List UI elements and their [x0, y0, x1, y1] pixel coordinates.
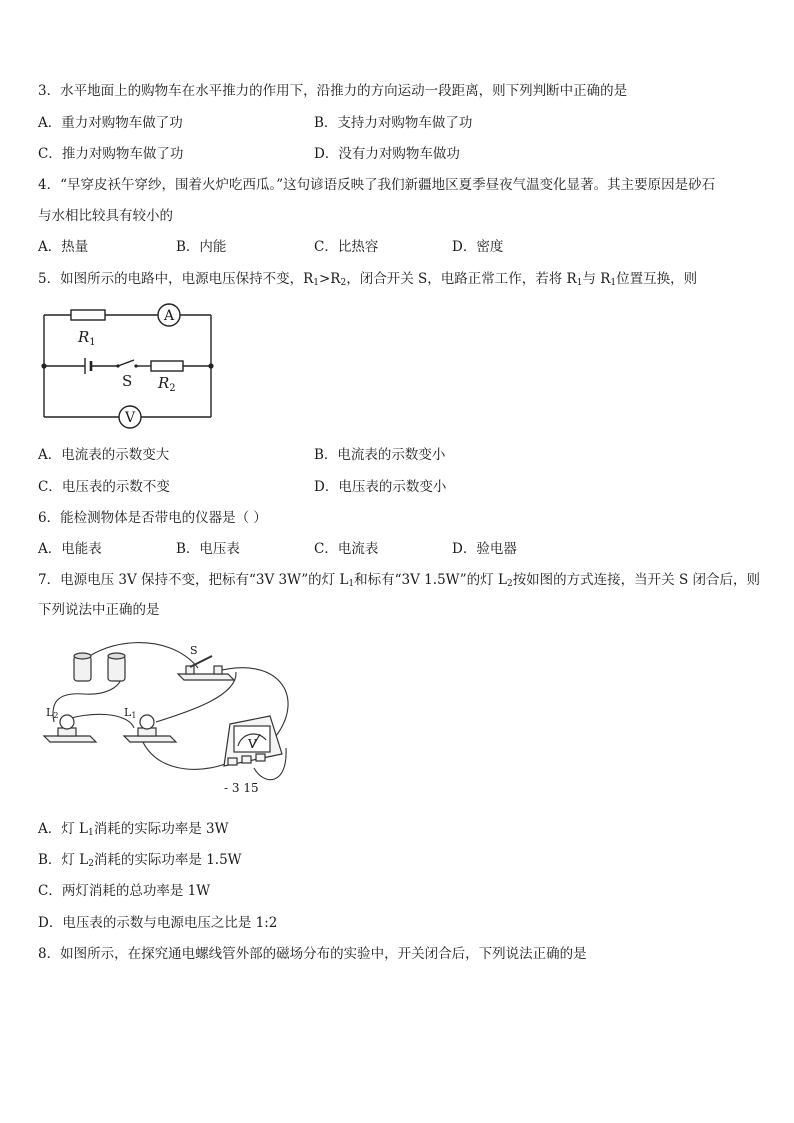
q5-option-c: C．电压表的示数不变 — [38, 479, 170, 495]
q6-option-a: A．电能表 — [38, 541, 102, 557]
q5-option-b: B．电流表的示数变小 — [314, 447, 446, 463]
l2-label: L2 — [46, 706, 59, 720]
q6-option-d: D．验电器 — [452, 541, 517, 557]
voltmeter-terminals: - 3 15 — [224, 781, 259, 795]
l1-label: L1 — [124, 706, 137, 720]
voltmeter-label: V — [124, 410, 136, 426]
q5-option-a: A．电流表的示数变大 — [38, 447, 170, 463]
q7-option-d: D．电压表的示数与电源电压之比是 1:2 — [38, 915, 278, 931]
q6-option-b: B．电压表 — [176, 541, 240, 557]
q7-stem-line1: 7．电源电压 3V 保持不变，把标有“3V 3W”的灯 $L_1$和标有“3V 1.5W”的灯 $L_2$按如图的方式连接，当开关 S 闭合后，则 — [38, 572, 761, 589]
switch-label: S — [122, 372, 133, 390]
r1-label: $R_1$ — [78, 328, 96, 348]
q4-option-d: D．密度 — [452, 239, 504, 255]
q3-option-d: D．没有力对购物车做功 — [314, 146, 460, 162]
q7-stem-line2: 下列说法中正确的是 — [38, 602, 160, 618]
q6-stem: 6．能检测物体是否带电的仪器是（ ） — [38, 510, 267, 526]
q4-stem-line1: 4．“早穿皮袄午穿纱，围着火炉吃西瓜。”这句谚语反映了我们新疆地区夏季昼夜气温变化显著。其主要原因是砂石 — [38, 177, 716, 193]
q6-option-c: C．电流表 — [314, 541, 379, 557]
q7-option-b: B．灯 $L_2$消耗的实际功率是 1.5W — [38, 852, 242, 869]
q5-circuit-diagram — [38, 300, 228, 430]
q7-option-a: A．灯 $L_1$消耗的实际功率是 3W — [38, 821, 229, 838]
q8-stem: 8．如图所示，在探究通电螺线管外部的磁场分布的实验中，开关闭合后，下列说法正确的是 — [38, 946, 587, 962]
lamp-l2 — [44, 715, 96, 742]
q7-physical-circuit — [38, 636, 303, 801]
q3-option-b: B．支持力对购物车做了功 — [314, 115, 473, 131]
q4-option-a: A．热量 — [38, 239, 89, 255]
q4-option-b: B．内能 — [176, 239, 227, 255]
knife-switch — [178, 656, 234, 680]
voltmeter-label: V — [248, 737, 257, 751]
q3-stem: 3．水平地面上的购物车在水平推力的作用下，沿推力的方向运动一段距离，则下列判断中正确的是 — [38, 83, 628, 99]
q7-option-c: C．两灯消耗的总功率是 1W — [38, 883, 211, 899]
r2-label: $R_2$ — [158, 374, 176, 394]
q4-stem-line2: 与水相比较具有较小的 — [38, 208, 173, 224]
r2-resistor — [151, 361, 183, 371]
q4-option-c: C．比热容 — [314, 239, 379, 255]
q3-option-a: A．重力对购物车做了功 — [38, 115, 183, 131]
ammeter-label: A — [163, 308, 175, 324]
r1-resistor — [71, 310, 105, 320]
switch-symbol — [116, 364, 119, 367]
q5-stem: 5．如图所示的电路中，电源电压保持不变，$R_1>R_2$，闭合开关 S，电路正常工作，若将 $R_1$与 $R_1$位置互换，则 — [38, 271, 698, 288]
battery-cells — [74, 653, 125, 681]
q5-option-d: D．电压表的示数变小 — [314, 479, 447, 495]
switch-label: S — [190, 644, 198, 657]
q3-option-c: C．推力对购物车做了功 — [38, 146, 184, 162]
